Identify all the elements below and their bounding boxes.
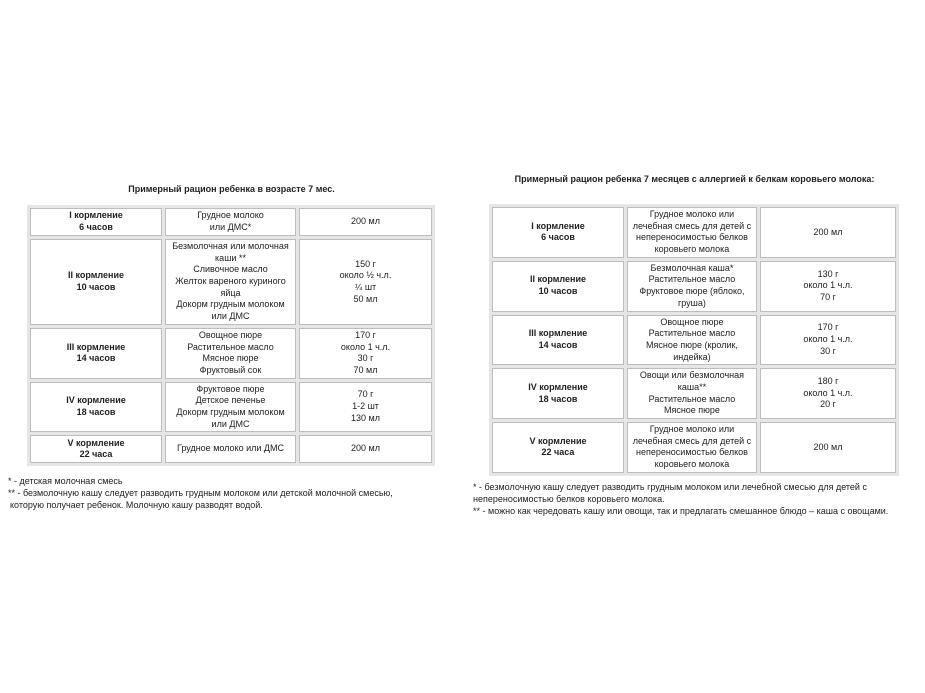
cell-line: 130 г [817, 268, 839, 279]
cell-line: 18 часов [76, 406, 116, 417]
cell-line: Грудное молоко [197, 210, 264, 221]
cell-line: 150 г [355, 258, 376, 269]
cell-line: Овощное пюре [660, 316, 724, 327]
cell-line: непереносимостью белков [635, 447, 748, 458]
left-diet-table [27, 205, 435, 466]
cell-line: Фруктовое пюре (яблоко, [639, 286, 745, 297]
feeding-cell [492, 207, 624, 258]
cell-line: I кормление [69, 210, 123, 221]
cell-line: V кормление [67, 437, 125, 448]
table-row [30, 382, 432, 433]
cell-line: индейка) [673, 351, 711, 362]
table-row [492, 315, 896, 366]
cell-line: Безмолочная или молочная [172, 241, 289, 251]
cell-line: Мясное пюре [202, 353, 259, 364]
cell-line: коровьего молока [654, 244, 730, 255]
table-row [492, 368, 896, 419]
cell-line: яйца [220, 287, 241, 298]
table-row [492, 261, 896, 312]
right-diet-table [489, 204, 899, 476]
cell-line: 22 часа [541, 447, 575, 458]
food-cell [627, 368, 757, 419]
feeding-cell [30, 382, 162, 433]
cell-line: Растительное масло [648, 274, 736, 285]
cell-line: 70 г [357, 389, 374, 400]
feeding-cell [492, 422, 624, 473]
cell-line: около 1 ч.л. [803, 334, 853, 345]
cell-line: Растительное масло [187, 341, 274, 352]
left-table-title: Примерный рацион ребенка в возрасте 7 мес. [128, 184, 335, 194]
cell-line: 10 часов [538, 286, 578, 297]
feeding-cell [492, 368, 624, 419]
food-cell [627, 261, 757, 312]
feeding-cell [492, 261, 624, 312]
feeding-cell [492, 315, 624, 366]
table-row [492, 422, 896, 473]
amount-cell [299, 435, 432, 463]
amount-cell [760, 207, 896, 258]
food-cell [165, 382, 296, 433]
food-cell [165, 239, 296, 325]
cell-line: V кормление [529, 435, 587, 446]
cell-line: или ДМС [211, 311, 250, 322]
right-table-title: Примерный рацион ребенка 7 месяцев с аллергией к белкам коровьего молока: [514, 174, 875, 184]
feeding-cell [30, 328, 162, 379]
feeding-cell [30, 435, 162, 463]
footnote: * - детская молочная смесь [8, 476, 123, 486]
cell-line: IV кормление [66, 395, 126, 406]
cell-line: лечебная смесь для детей с [632, 435, 752, 446]
cell-line: около 1 ч.л. [803, 387, 853, 398]
cell-line: коровьего молока [654, 459, 730, 470]
footnote: ** - безмолочную кашу следует разводить грудным молоком или детской молочной смесью, [8, 488, 393, 499]
amount-cell [299, 328, 432, 379]
cell-line: около 1 ч.л. [340, 341, 391, 352]
cell-line: 30 г [820, 345, 836, 356]
cell-line: 14 часов [538, 339, 578, 350]
cell-line: лечебная смесь для детей с [632, 220, 752, 231]
cell-line: Детское печенье [195, 395, 266, 406]
cell-line: 50 мл [353, 293, 378, 304]
feeding-cell [30, 239, 162, 325]
cell-line: Грудное молоко или [649, 209, 735, 219]
cell-line: 6 часов [541, 232, 575, 243]
feeding-cell [30, 208, 162, 236]
cell-line: груша) [678, 297, 706, 308]
cell-line: III кормление [528, 328, 588, 339]
cell-line: Фруктовый сок [199, 364, 262, 375]
food-cell [627, 315, 757, 366]
cell-line: 18 часов [538, 393, 578, 404]
right-footnotes [473, 481, 918, 517]
cell-line: 20 г [820, 399, 836, 410]
cell-line: 1-2 шт [352, 401, 379, 412]
cell-line: I кормление [531, 220, 585, 231]
cell-line: Желток вареного куриного [175, 276, 286, 287]
cell-line: Мясное пюре [663, 405, 720, 416]
cell-line: 70 г [820, 291, 836, 302]
food-cell [165, 208, 296, 236]
cell-line: около 1 ч.л. [803, 280, 853, 291]
cell-line: II кормление [68, 270, 124, 281]
food-cell [165, 328, 296, 379]
cell-line: Сливочное масло [193, 264, 268, 275]
footnote: ** - можно как чередовать кашу или овощи, так и предлагать смешанное блюдо – каша с овощами. [473, 506, 889, 517]
cell-line: 200 мл [813, 226, 843, 237]
food-cell [165, 435, 296, 463]
cell-line: III кормление [66, 341, 126, 352]
amount-cell [760, 368, 896, 419]
cell-line: 200 мл [351, 216, 380, 227]
footnote: * - безмолочную кашу следует разводить грудным молоком или лечебной смесью для детей с [473, 482, 867, 492]
cell-line: Фруктовое пюре [196, 383, 265, 394]
cell-line: непереносимостью белков [635, 232, 748, 243]
cell-line: или ДМС [211, 418, 250, 429]
cell-line: 170 г [355, 329, 376, 340]
amount-cell [760, 261, 896, 312]
amount-cell [299, 382, 432, 433]
table-row [492, 207, 896, 258]
amount-cell [299, 208, 432, 236]
cell-line: Растительное масло [648, 393, 736, 404]
table-row [30, 328, 432, 379]
cell-line: 10 часов [76, 281, 116, 292]
cell-line: 22 часа [79, 449, 113, 460]
cell-line: Докорм грудным молоком [176, 406, 285, 417]
cell-line: 30 г [357, 353, 374, 364]
amount-cell [760, 315, 896, 366]
cell-line: 170 г [817, 322, 839, 333]
cell-line: Овощи или безмолочная [639, 370, 745, 381]
left-footnotes [8, 475, 438, 511]
table-row [30, 208, 432, 236]
cell-line: 6 часов [79, 222, 113, 232]
cell-line: 200 мл [813, 441, 843, 452]
cell-line: Мясное пюре (кролик, [645, 339, 738, 350]
cell-line: около ½ ч.л. [339, 270, 392, 281]
amount-cell [299, 239, 432, 325]
table-row [30, 239, 432, 325]
footnote: которую получает ребенок. Молочную кашу разводят водой. [10, 500, 263, 511]
cell-line: 14 часов [76, 353, 116, 364]
cell-line: IV кормление [528, 381, 588, 392]
cell-line: Докорм грудным молоком [176, 299, 285, 310]
cell-line: каши ** [215, 252, 246, 263]
cell-line: Растительное масло [648, 328, 736, 339]
cell-line: 200 мл [351, 443, 380, 454]
food-cell [627, 422, 757, 473]
amount-cell [760, 422, 896, 473]
table-row [30, 435, 432, 463]
footnote: непереносимостью белков коровьего молока. [473, 494, 665, 505]
cell-line: Безмолочная каша* [650, 262, 734, 273]
cell-line: Грудное молоко или ДМС [176, 443, 284, 454]
cell-line: 180 г [817, 376, 839, 387]
cell-line: каша** [677, 381, 707, 392]
cell-line: 130 мл [351, 412, 380, 423]
food-cell [627, 207, 757, 258]
cell-line: II кормление [529, 274, 586, 285]
cell-line: Грудное молоко или [649, 424, 735, 434]
cell-line: или ДМС* [209, 222, 252, 232]
cell-line: ¼ шт [354, 281, 377, 292]
cell-line: Овощное пюре [198, 329, 263, 340]
cell-line: 70 мл [353, 364, 378, 375]
